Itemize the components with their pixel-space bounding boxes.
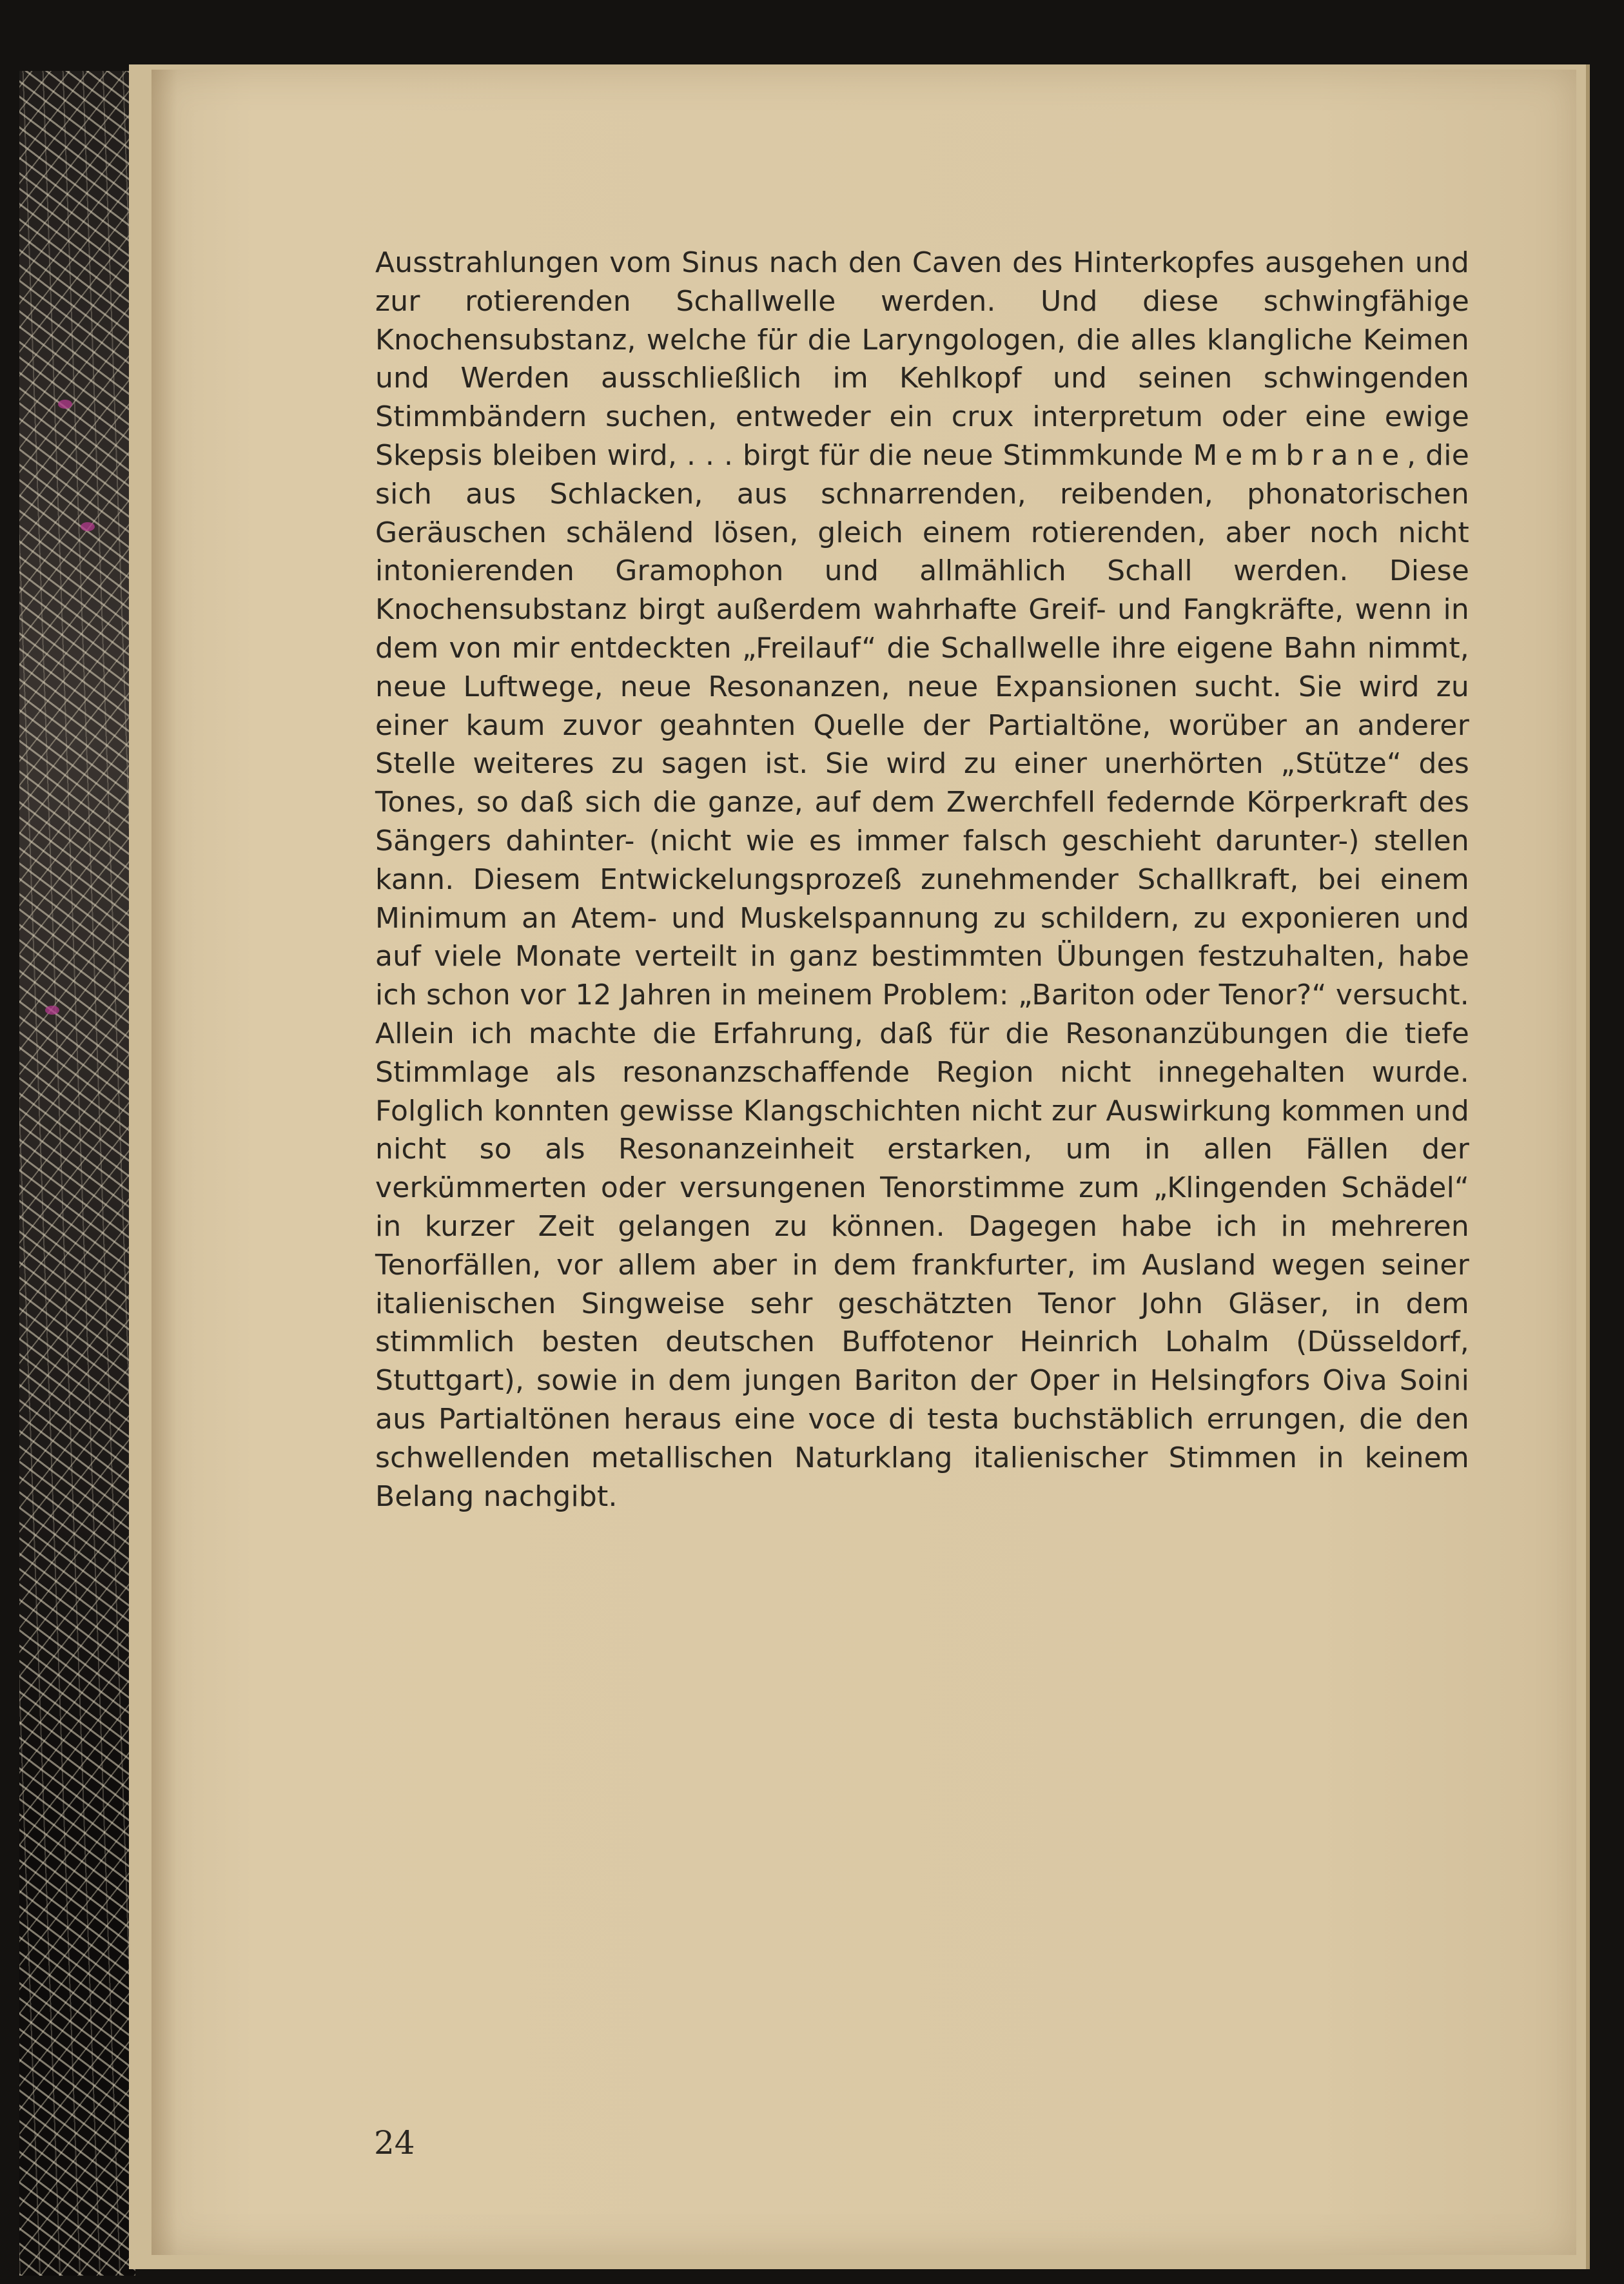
magenta-speck	[45, 1006, 59, 1015]
body-paragraph	[375, 244, 1469, 1516]
magenta-speck	[58, 400, 72, 409]
body-text-part-2: , die sich aus Schlacken, aus schnarrenden, reibenden, phonatorischen Geräuschen schälend lösen, gleich einem rotierenden, aber noch nicht intonierenden Gramophon und allmählich Schall werden. Diese Knochensubstanz birgt außerdem wahrhafte Greif- und Fangkräfte, wenn in dem von mir entdeckten „Freilauf“ die Schallwelle ihre eigene Bahn nimmt, neue Luftwege, neue Resonanzen, neue Expansionen sucht. Sie wird zu einer kaum zuvor geahnten Quelle der Partialtöne, worüber an anderer Stelle weiteres zu sagen ist. Sie wird zu einer unerhörten „Stütze“ des Tones, so daß sich die ganze, auf dem Zwerchfell federnde Körperkraft des Sängers dahinter- (nicht wie es immer falsch geschieht darunter-) stellen kann. Diesem Entwickelungsprozeß zunehmender Schallkraft, bei einem Minimum an Atem- und Muskelspannung zu schildern, zu exponieren und auf viele Monate verteilt in ganz bestimmten Übungen festzuhalten, habe ich schon vor 12 Jahren in meinem Problem: „Bariton oder Tenor?“ versucht. Allein ich machte die Erfahrung, daß für die Resonanzübungen die tiefe Stimmlage als resonanzschaffende Region nicht innegehalten wurde. Folglich konnten gewisse Klangschichten nicht zur Auswirkung kommen und nicht so als Resonanzeinheit erstarken, um in allen Fällen der verkümmerten oder versungenen Tenorstimme zum „Klingenden Schädel“ in kurzer Zeit gelangen zu können. Dagegen habe ich in mehreren Tenorfällen, vor allem aber in dem frankfurter, im Ausland wegen seiner italienischen Singweise sehr geschätzten Tenor John Gläser, in dem stimmlich besten deutschen Buffotenor Heinrich Lohalm (Düsseldorf, Stuttgart), sowie in dem jungen Bariton der Oper in Helsingfors Oiva Soini aus Partialtönen heraus eine voce di testa buchstäblich errungen, die den schwellenden metallischen Naturklang italienischer Stimmen in keinem Belang nachgibt.	[375, 438, 1469, 1513]
page-number: 24	[374, 2124, 415, 2162]
spaced-emphasis-word: Membrane	[1193, 438, 1407, 472]
magenta-speck	[81, 522, 95, 531]
marbled-cover-edge	[19, 71, 135, 2276]
body-text-part-1: Ausstrahlungen vom Sinus nach den Caven des Hinterkopfes ausgehen und zur rotierenden Schallwelle werden. Und diese schwingfähige Knochensubstanz, welche für die Laryngologen, die alles klangliche Keimen und Werden ausschließlich im Kehlkopf und seinen schwingenden Stimmbändern suchen, entweder ein crux interpretum oder eine ewige Skepsis bleiben wird, . . . birgt für die neue Stimmkunde	[375, 246, 1469, 472]
